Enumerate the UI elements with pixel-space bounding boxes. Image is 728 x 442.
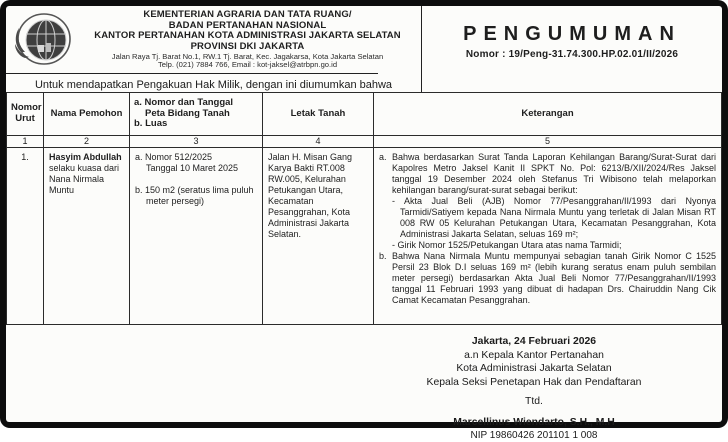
document-page [6, 6, 722, 442]
announcement-number: Nomor : 19/Peng-31.74.300.HP.02.01/II/2026 [465, 49, 679, 60]
keterangan-bullet: - Girik Nomor 1525/Petukangan Utara atas nama Tarmidi; [392, 239, 622, 250]
item-label: b. [379, 250, 387, 261]
numbering-cell: 1 [7, 136, 44, 148]
table-row [7, 148, 722, 325]
signature-block [366, 325, 702, 442]
table-header-row [7, 93, 722, 136]
header-line: a. Nomor dan Tanggal [134, 96, 234, 108]
row-number: 1. [7, 148, 44, 325]
agency-name-line: KEMENTERIAN AGRARIA DAN TATA RUANG/ [143, 9, 352, 20]
agency-contact: Telp. (021) 7884 766, Email : kot-jaksel@atrbpn.go.id [157, 60, 338, 70]
peta-bidang-cell [130, 148, 263, 325]
header-line: Urut [15, 113, 35, 124]
place-date: Jakarta, 24 Februari 2026 [471, 336, 597, 347]
applicants-table [6, 92, 722, 325]
peta-tanggal-line: Tanggal 10 Maret 2025 [146, 162, 239, 173]
agency-name-block [78, 10, 421, 70]
column-header-nomor-urut [7, 93, 44, 136]
ttd-label: Ttd. [525, 396, 543, 408]
closing-section [6, 325, 722, 442]
letterhead-top [6, 6, 421, 70]
column-header-keterangan: Keterangan [374, 93, 722, 136]
applicant-cell [44, 148, 130, 325]
agency-address: Jalan Raya Tj. Barat No.1, RW.1 Tj. Barat, Kec. Jagakarsa, Kota Jakarta Selatan [111, 51, 384, 61]
signatory-title-line: a.n Kepala Kantor Pertanahan [464, 349, 604, 361]
applicant-name: Hasyim Abdullah [49, 152, 122, 162]
signatory-nip: NIP 19860426 201101 1 008 [470, 430, 598, 442]
bpn-emblem-icon [11, 12, 73, 68]
signatory-title-line: Kota Administrasi Jakarta Selatan [456, 363, 612, 375]
intro-text: Untuk mendapatkan Pengakuan Hak Milik, dengan ini diumumkan bahwa [34, 79, 393, 92]
column-header-nama-pemohon: Nama Pemohon [44, 93, 130, 136]
signatory-name: Marcellinus Wiendarto, S.H., M.H [453, 416, 615, 428]
peta-nomor-line: a. Nomor 512/2025 [135, 152, 213, 162]
item-label: a. [379, 152, 387, 162]
header-line: b. Luas [134, 118, 168, 130]
keterangan-item-b [379, 251, 716, 306]
agency-logo [6, 10, 78, 68]
numbering-cell: 2 [44, 136, 130, 148]
announcement-title: PENGUMUMAN [463, 23, 681, 45]
keterangan-bullet: - Akta Jual Beli (AJB) Nomor 77/Pesanggrahan/II/1993 dari Nyonya Tarmidi/Satiyem kepada Nana Nirmala Muntu yang terletak di Jalan Misan RT 008 RW 05 Kelurahan Petukangan Utara, Kecamatan Pesanggrahan, Kota Administrasi Jakarta Selatan, seluas 169 m²; [392, 195, 716, 239]
applicant-detail: selaku kuasa dari Nana Nirmala Muntu [49, 162, 120, 195]
numbering-cell: 5 [374, 136, 722, 148]
header-line: Nomor [11, 102, 42, 114]
announcement-cell [421, 6, 722, 92]
signatory-title-line: Kepala Seksi Penetapan Hak dan Pendaftaran [426, 376, 642, 388]
agency-name-line: PROVINSI DKI JAKARTA [190, 40, 305, 52]
letak-tanah-cell: Jalan H. Misan Gang Karya Bakti RT.008 RW.005, Kelurahan Petukangan Utara, Kecamatan Pesanggrahan, Kota Administrasi Jakarta Selatan. [263, 148, 374, 325]
keterangan-item-a [379, 152, 716, 251]
item-text: Bahwa berdasarkan Surat Tanda Laporan Kehilangan Barang/Surat-Surat dari Kapolres Metro Jaksel Kanit II SPKT No. Pol: 6213/B/XII/2024/Res Jaksel tanggal 19 Desember 2024 oleh Stefanus Tri Wibisono telah melaporkan kehilangan barang/surat-surat sebagai berikut: [392, 152, 716, 195]
peta-luas-line: b. 150 m2 (seratus lima puluh meter persegi) [135, 184, 254, 206]
numbering-cell: 4 [263, 136, 374, 148]
column-numbering-row [7, 136, 722, 148]
column-header-letak-tanah: Letak Tanah [263, 93, 374, 136]
letterhead-cell [6, 6, 421, 92]
agency-name-line: BADAN PERTANAHAN NASIONAL [168, 19, 327, 31]
item-text: Bahwa Nana Nirmala Muntu mempunyai sebagian tanah Girik Nomor C 1525 Persil 23 Blok D.I seluas 169 m² (lebih kurang seratus enam puluh sembilan meter persegi) berdasarkan Akta Jual Beli Nomor 77/Pesanggrahan/II/1993 tanggal 11 Februari 1993 yang dibuat di hadapan Drs. Chairuddin Nang Cik Camat Kecamatan Pesanggrahan. [392, 250, 716, 305]
header-line: Peta Bidang Tanah [145, 107, 230, 119]
keterangan-cell [374, 148, 722, 325]
numbering-cell: 3 [130, 136, 263, 148]
agency-name-line: KANTOR PERTANAHAN KOTA ADMINISTRASI JAKARTA SELATAN [94, 30, 401, 42]
letterhead-row [6, 6, 722, 92]
column-header-peta-bidang [130, 93, 263, 136]
